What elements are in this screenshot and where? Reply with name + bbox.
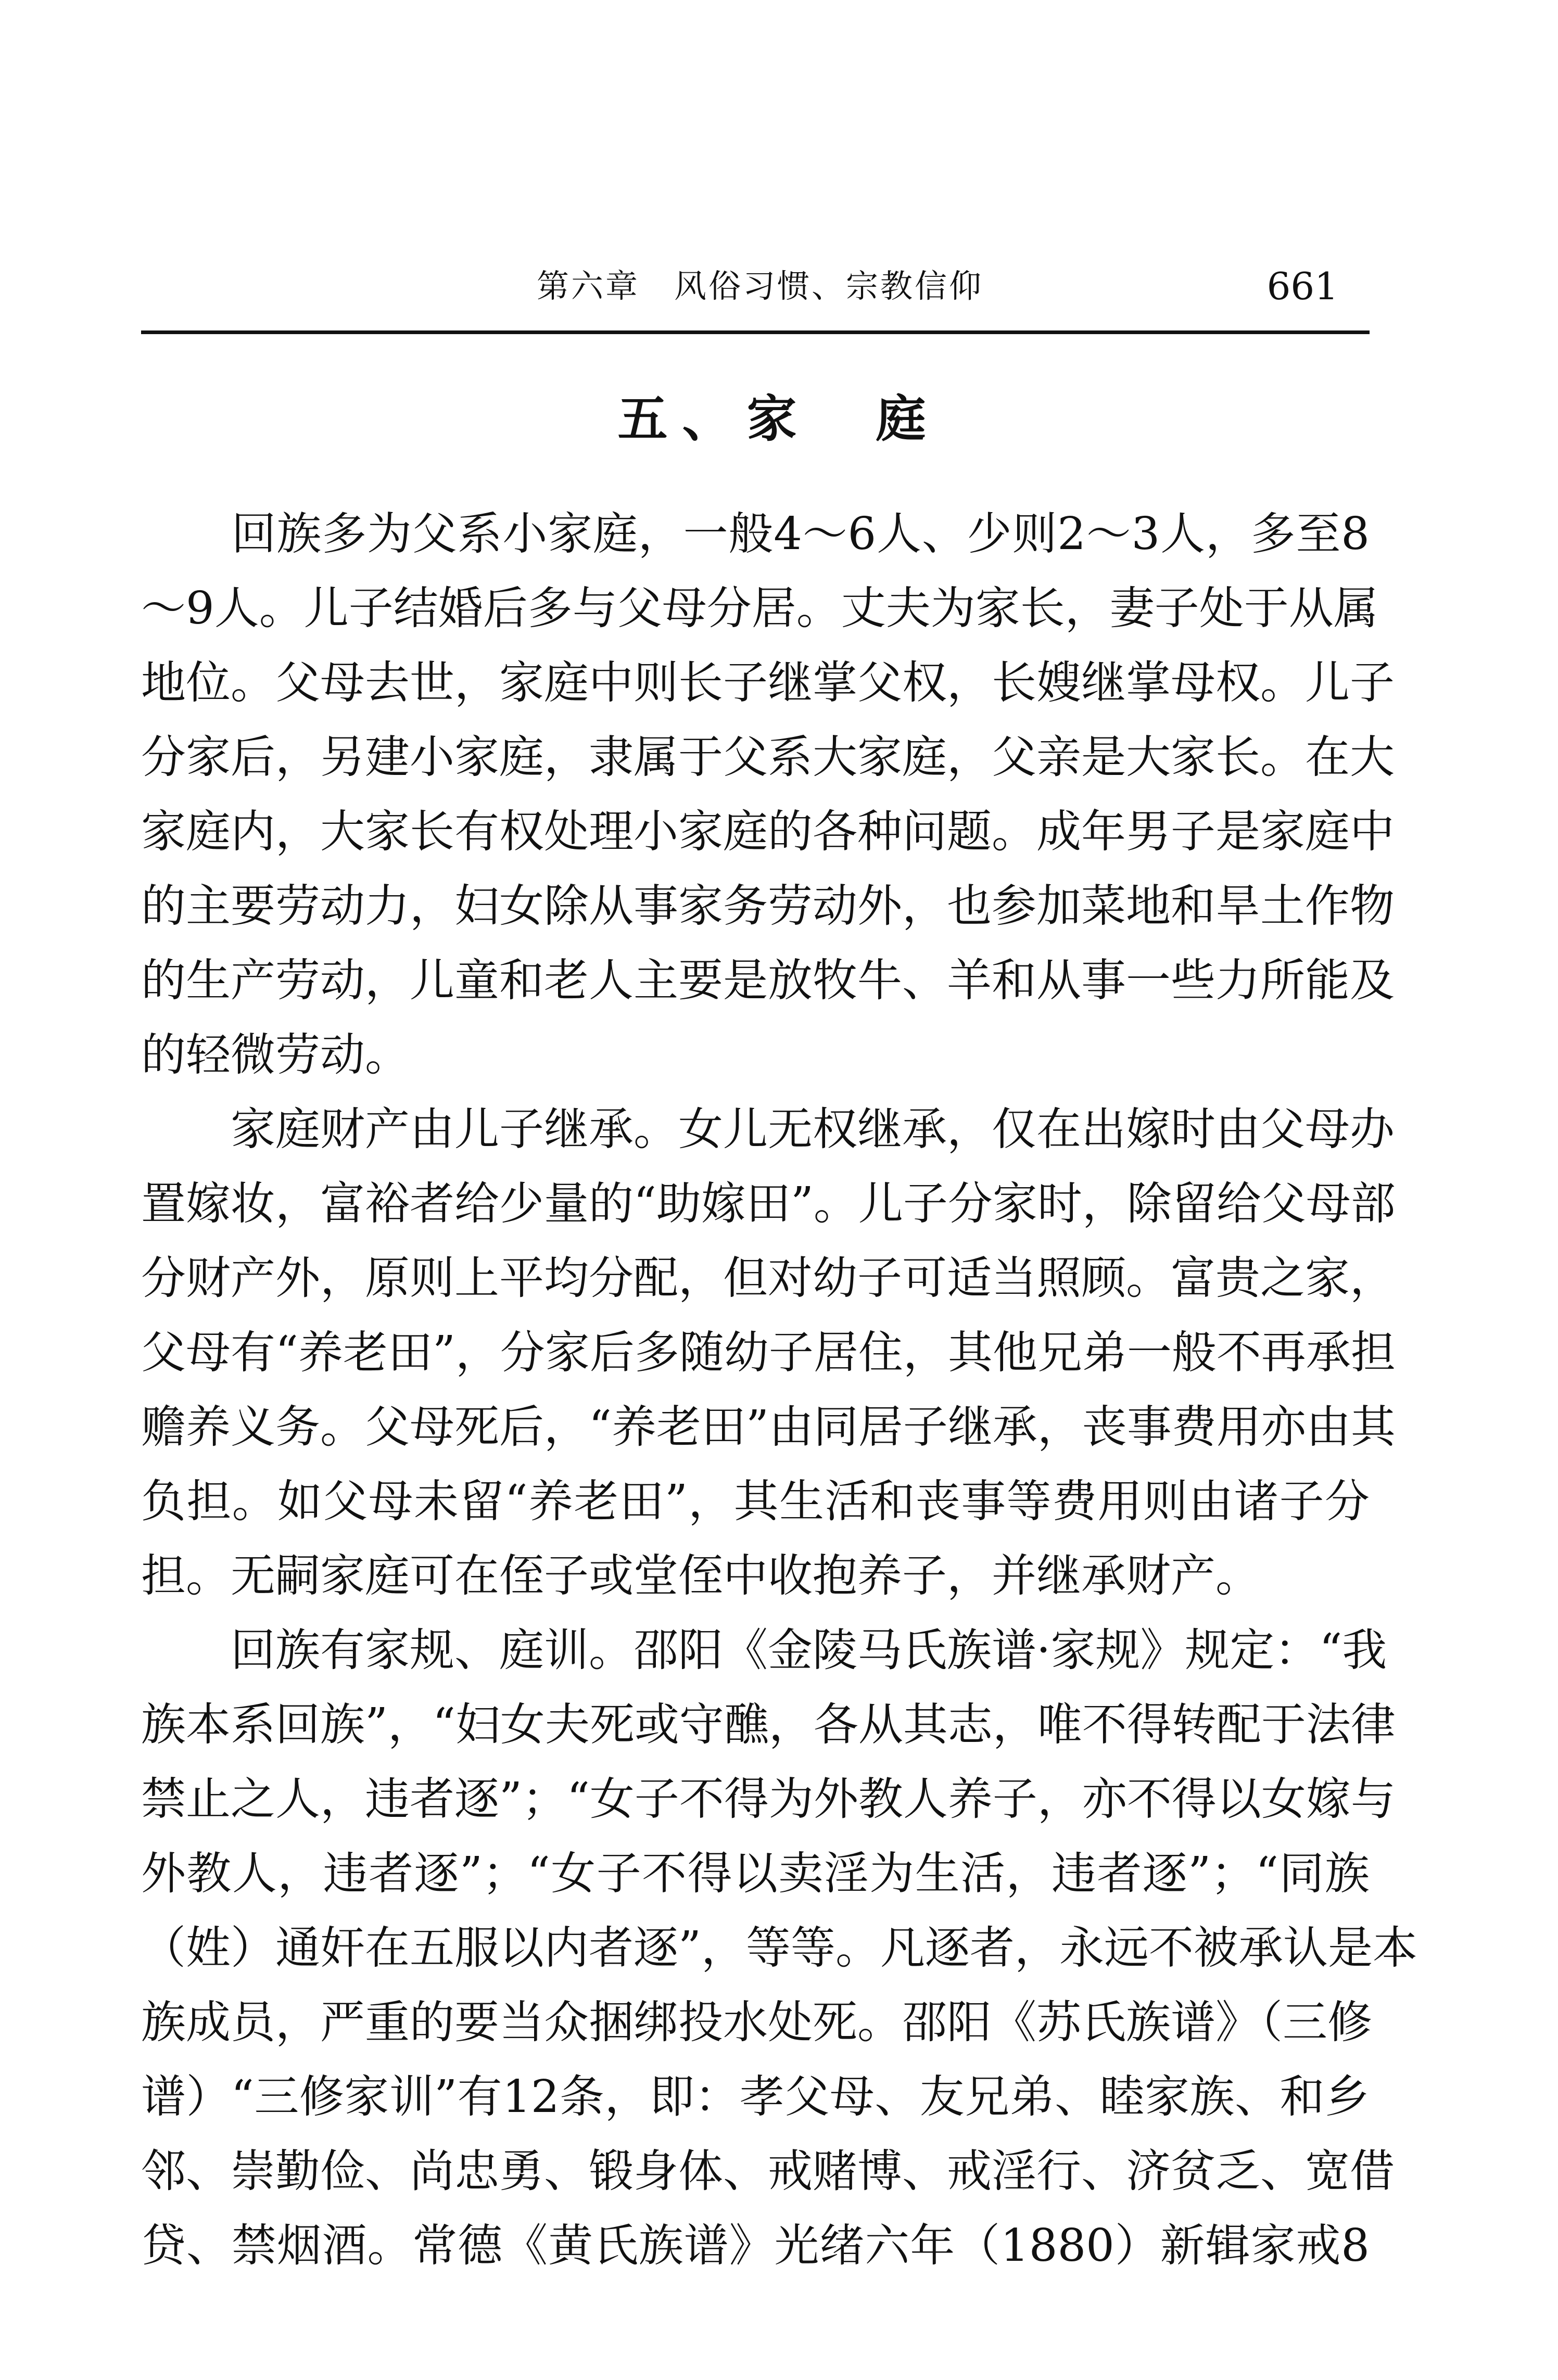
text-line: 族本系回族”，“妇女夫死或守醮，各从其志，唯不得转配于法律 bbox=[141, 1699, 1396, 1751]
text-line: ～9人。儿子结婚后多与父母分居。丈夫为家长，妻子处于从属 bbox=[141, 582, 1378, 634]
text-line: 谱）“三修家训”有12条，即：孝父母、友兄弟、睦家族、和乡 bbox=[141, 2071, 1370, 2123]
text-line: 负担。如父母未留“养老田”，其生活和丧事等费用则由诸子分 bbox=[141, 1475, 1370, 1528]
text-line: 贷、禁烟酒。常德《黄氏族谱》光绪六年（1880）新辑家戒8 bbox=[141, 2220, 1370, 2272]
text-line: 回族多为父系小家庭，一般4～6人、少则2～3人，多至8 bbox=[141, 508, 1370, 560]
page-header bbox=[141, 263, 1370, 334]
text-line: 分家后，另建小家庭，隶属于父系大家庭，父亲是大家长。在大 bbox=[141, 731, 1395, 783]
text-line: 分财产外，原则上平均分配，但对幼子可适当照顾。富贵之家， bbox=[141, 1252, 1395, 1304]
text-line: 家庭内，大家长有权处理小家庭的各种问题。成年男子是家庭中 bbox=[141, 806, 1395, 858]
page-number: 661 bbox=[1266, 264, 1338, 308]
text-line: 的生产劳动，儿童和老人主要是放牧牛、羊和从事一些力所能及 bbox=[141, 954, 1395, 1007]
paragraph-family-rules bbox=[141, 1613, 1417, 2283]
text-line: 回族有家规、庭训。邵阳《金陵马氏族谱·家规》规定：“我 bbox=[141, 1624, 1387, 1676]
text-line: 邻、崇勤俭、尚忠勇、锻身体、戒赌博、戒淫行、济贫乏、宽借 bbox=[141, 2145, 1395, 2197]
text-line: 族成员，严重的要当众捆绑投水处死。邵阳《苏氏族谱》（三修 bbox=[141, 1996, 1372, 2048]
text-line: （姓）通奸在五服以内者逐”，等等。凡逐者，永远不被承认是本 bbox=[141, 1922, 1417, 1974]
running-head: 第六章 风俗习惯、宗教信仰 bbox=[537, 267, 984, 305]
section-heading: 五、家 庭 bbox=[617, 389, 941, 448]
text-line: 父母有“养老田”，分家后多随幼子居住，其他兄弟一般不再承担 bbox=[141, 1327, 1396, 1379]
body-text bbox=[141, 497, 1417, 2283]
text-line: 地位。父母去世，家庭中则长子继掌父权，长嫂继掌母权。儿子 bbox=[141, 657, 1395, 709]
text-line: 置嫁妆，富裕者给少量的“助嫁田”。儿子分家时，除留给父母部 bbox=[141, 1178, 1396, 1230]
paragraph-family-structure bbox=[141, 497, 1395, 1092]
text-line: 的轻微劳动。 bbox=[141, 1029, 410, 1081]
text-line: 担。无嗣家庭可在侄子或堂侄中收抱养子，并继承财产。 bbox=[141, 1550, 1260, 1602]
text-line: 禁止之人，违者逐”；“女子不得为外教人养子，亦不得以女嫁与 bbox=[141, 1773, 1396, 1825]
text-line: 的主要劳动力，妇女除从事家务劳动外，也参加菜地和旱土作物 bbox=[141, 880, 1395, 932]
text-line: 外教人，违者逐”；“女子不得以卖淫为生活，违者逐”；“同族 bbox=[141, 1848, 1370, 1900]
text-line: 家庭财产由儿子继承。女儿无权继承，仅在出嫁时由父母办 bbox=[141, 1103, 1395, 1155]
paragraph-inheritance bbox=[141, 1092, 1396, 1613]
text-line: 赡养义务。父母死后，“养老田”由同居子继承，丧事费用亦由其 bbox=[141, 1401, 1396, 1453]
